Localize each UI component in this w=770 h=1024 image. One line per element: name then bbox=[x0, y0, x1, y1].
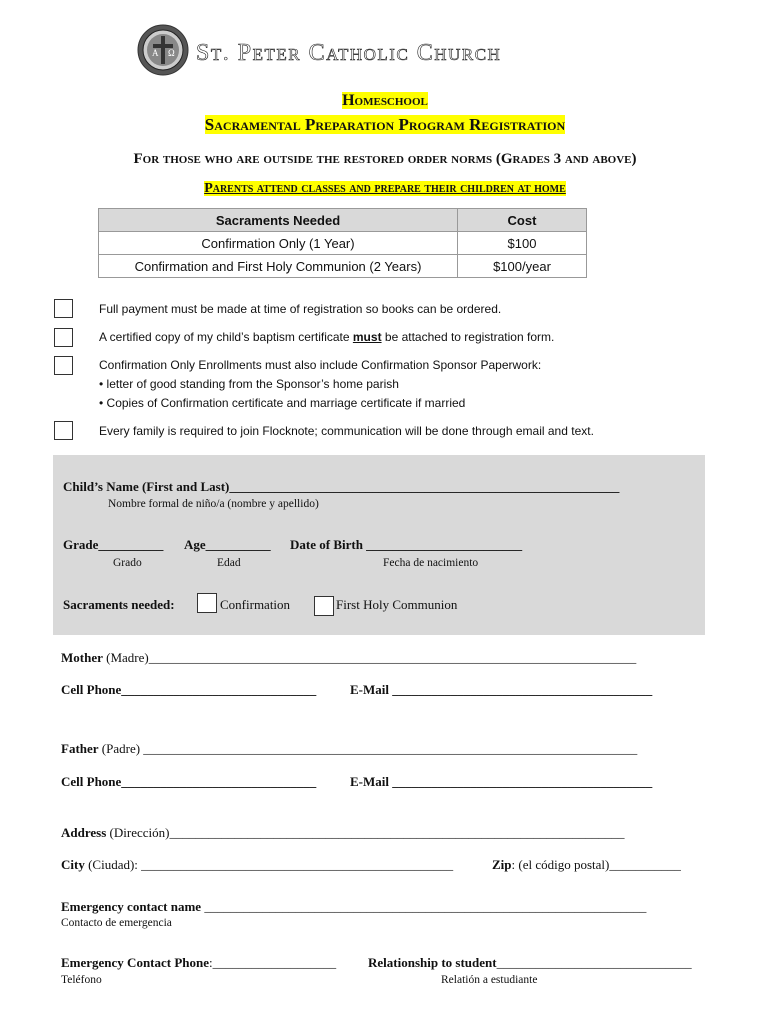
flocknote-checkbox[interactable] bbox=[54, 421, 73, 440]
sponsor-paperwork-checkbox[interactable] bbox=[54, 356, 73, 375]
mother-cell-phone-field[interactable]: Cell Phone______________________________ bbox=[61, 682, 317, 697]
child-name-field[interactable]: Child’s Name (First and Last)____________________________________________________________ bbox=[63, 479, 620, 494]
father-field[interactable]: Father (Padre) ____________________________________________________________________________ bbox=[61, 741, 638, 756]
title-program-registration: Sacramental Preparation Program Registration bbox=[204, 115, 566, 134]
table-cell: $100 bbox=[458, 232, 587, 255]
title-homeschool: Homeschool bbox=[342, 92, 428, 109]
relationship-es: Relatión a estudiante bbox=[441, 974, 538, 986]
emergency-contact-es: Contacto de emergencia bbox=[61, 917, 172, 929]
telefono-es: Teléfono bbox=[61, 974, 102, 986]
child-name-es: Nombre formal de niño/a (nombre y apellido) bbox=[108, 498, 319, 510]
svg-text:Ω: Ω bbox=[168, 48, 175, 58]
zip-field[interactable]: Zip: (el código postal)___________ bbox=[492, 857, 681, 872]
father-cell-phone-field[interactable]: Cell Phone______________________________ bbox=[61, 774, 317, 789]
payment-checkbox[interactable] bbox=[54, 299, 73, 318]
confirmation-checkbox[interactable] bbox=[197, 593, 217, 613]
requirement-payment: Full payment must be made at time of registration so books can be ordered. bbox=[99, 302, 502, 316]
svg-text:A: A bbox=[152, 48, 159, 58]
church-seal-logo bbox=[137, 24, 189, 76]
confirmation-option-label: Confirmation bbox=[220, 597, 291, 612]
dob-field[interactable]: Date of Birth ________________________ bbox=[290, 537, 523, 552]
subtitle-parents: Parents attend classes and prepare their children at home bbox=[204, 181, 566, 196]
grade-field[interactable]: Grade__________ bbox=[63, 537, 164, 552]
cost-table bbox=[98, 208, 587, 278]
sacraments-needed-label: Sacraments needed: bbox=[63, 597, 175, 612]
table-row bbox=[99, 232, 587, 255]
relationship-field[interactable]: Relationship to student______________________________ bbox=[368, 955, 692, 970]
dob-es: Fecha de nacimiento bbox=[383, 557, 479, 569]
subtitle-grades: For those who are outside the restored order norms (Grades 3 and above) bbox=[133, 151, 637, 167]
table-row bbox=[99, 255, 587, 278]
header-cost: Cost bbox=[458, 209, 587, 232]
grade-es: Grado bbox=[113, 557, 142, 569]
father-email-field[interactable]: E-Mail ________________________________________ bbox=[350, 774, 653, 789]
table-cell: $100/year bbox=[458, 255, 587, 278]
city-field[interactable]: City (Ciudad): ________________________________________________ bbox=[61, 857, 454, 872]
first-communion-checkbox[interactable] bbox=[314, 596, 334, 616]
header-sacraments: Sacraments Needed bbox=[99, 209, 458, 232]
requirement-sponsor: Confirmation Only Enrollments must also include Confirmation Sponsor Paperwork: • letter of good standing from the Sponsor’s home parish • Copies of Confirmation certificate and marriage certificate if married bbox=[99, 358, 542, 410]
church-name: St. Peter Catholic Church bbox=[196, 40, 502, 66]
address-field[interactable]: Address (Dirección)______________________________________________________________________ bbox=[61, 825, 625, 840]
emergency-contact-name-field[interactable]: Emergency contact name ____________________________________________________________________ bbox=[61, 899, 647, 914]
requirement-flocknote: Every family is required to join Flocknote; communication will be done through email and text. bbox=[99, 424, 594, 438]
age-es: Edad bbox=[217, 557, 241, 569]
table-cell: Confirmation and First Holy Communion (2 Years) bbox=[99, 255, 458, 278]
mother-field[interactable]: Mother (Madre)___________________________________________________________________________ bbox=[61, 650, 637, 665]
cost-table-header-row bbox=[99, 209, 587, 232]
table-cell: Confirmation Only (1 Year) bbox=[99, 232, 458, 255]
baptism-certificate-checkbox[interactable] bbox=[54, 328, 73, 347]
requirement-baptism: A certified copy of my child’s baptism certificate must be attached to registration form. bbox=[99, 330, 555, 344]
age-field[interactable]: Age__________ bbox=[184, 537, 271, 552]
emergency-phone-field[interactable]: Emergency Contact Phone:___________________ bbox=[61, 955, 337, 970]
first-communion-option-label: First Holy Communion bbox=[336, 597, 458, 612]
mother-email-field[interactable]: E-Mail ________________________________________ bbox=[350, 682, 653, 697]
